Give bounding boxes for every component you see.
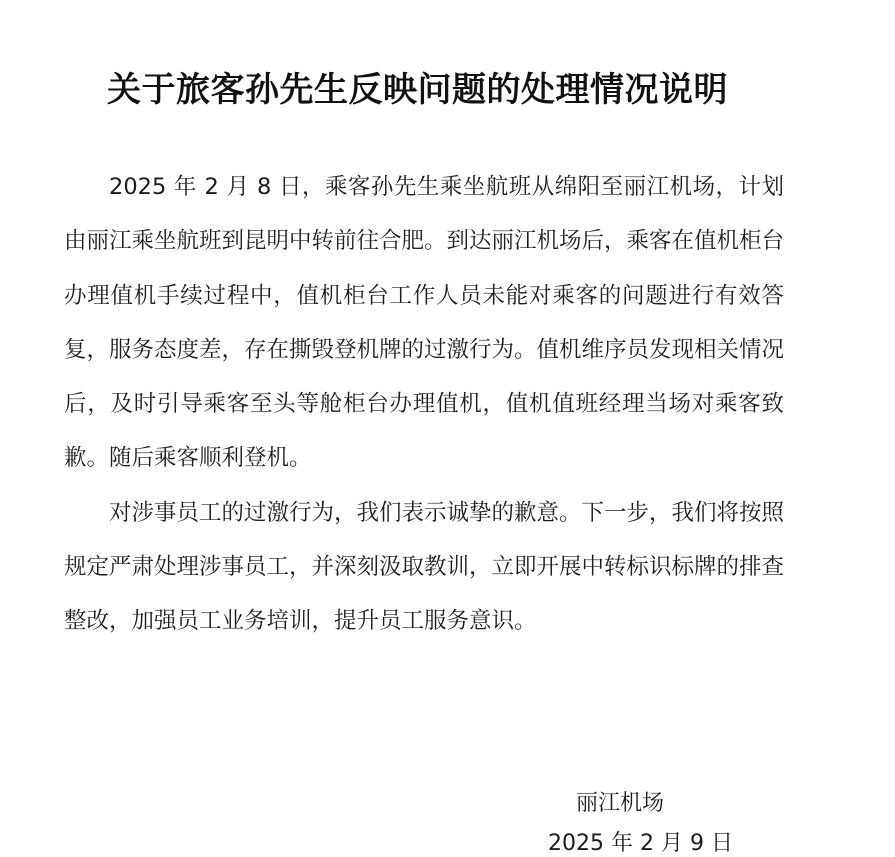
paragraph-incident: 2025 年 2 月 8 日，乘客孙先生乘坐航班从绵阳至丽江机场，计划由丽江乘坐航班到昆明中转前往合肥。到达丽江机场后，乘客在值机柜台办理值机手续过程中，值机柜台工作人员未能对乘客的问题进行有效答复，服务态度差，存在撕毁登机牌的过激行为。值机维序员发现相关情况后，及时引导乘客至头等舱柜台办理值机，值机值班经理当场对乘客致歉。随后乘客顺利登机。 — [64, 174, 785, 472]
signature-date: 2025 年 2 月 9 日 — [548, 831, 733, 856]
paragraph-apology: 对涉事员工的过激行为，我们表示诚挚的歉意。下一步，我们将按照规定严肃处理涉事员工，并深刻汲取教训，立即开展中转标识标牌的排查整改，加强员工业务培训，提升员工服务意识。 — [64, 499, 785, 635]
document-title: 关于旅客孙先生反映问题的处理情况说明 — [107, 70, 728, 110]
signature-organization: 丽江机场 — [576, 791, 665, 816]
document-body — [64, 160, 784, 649]
